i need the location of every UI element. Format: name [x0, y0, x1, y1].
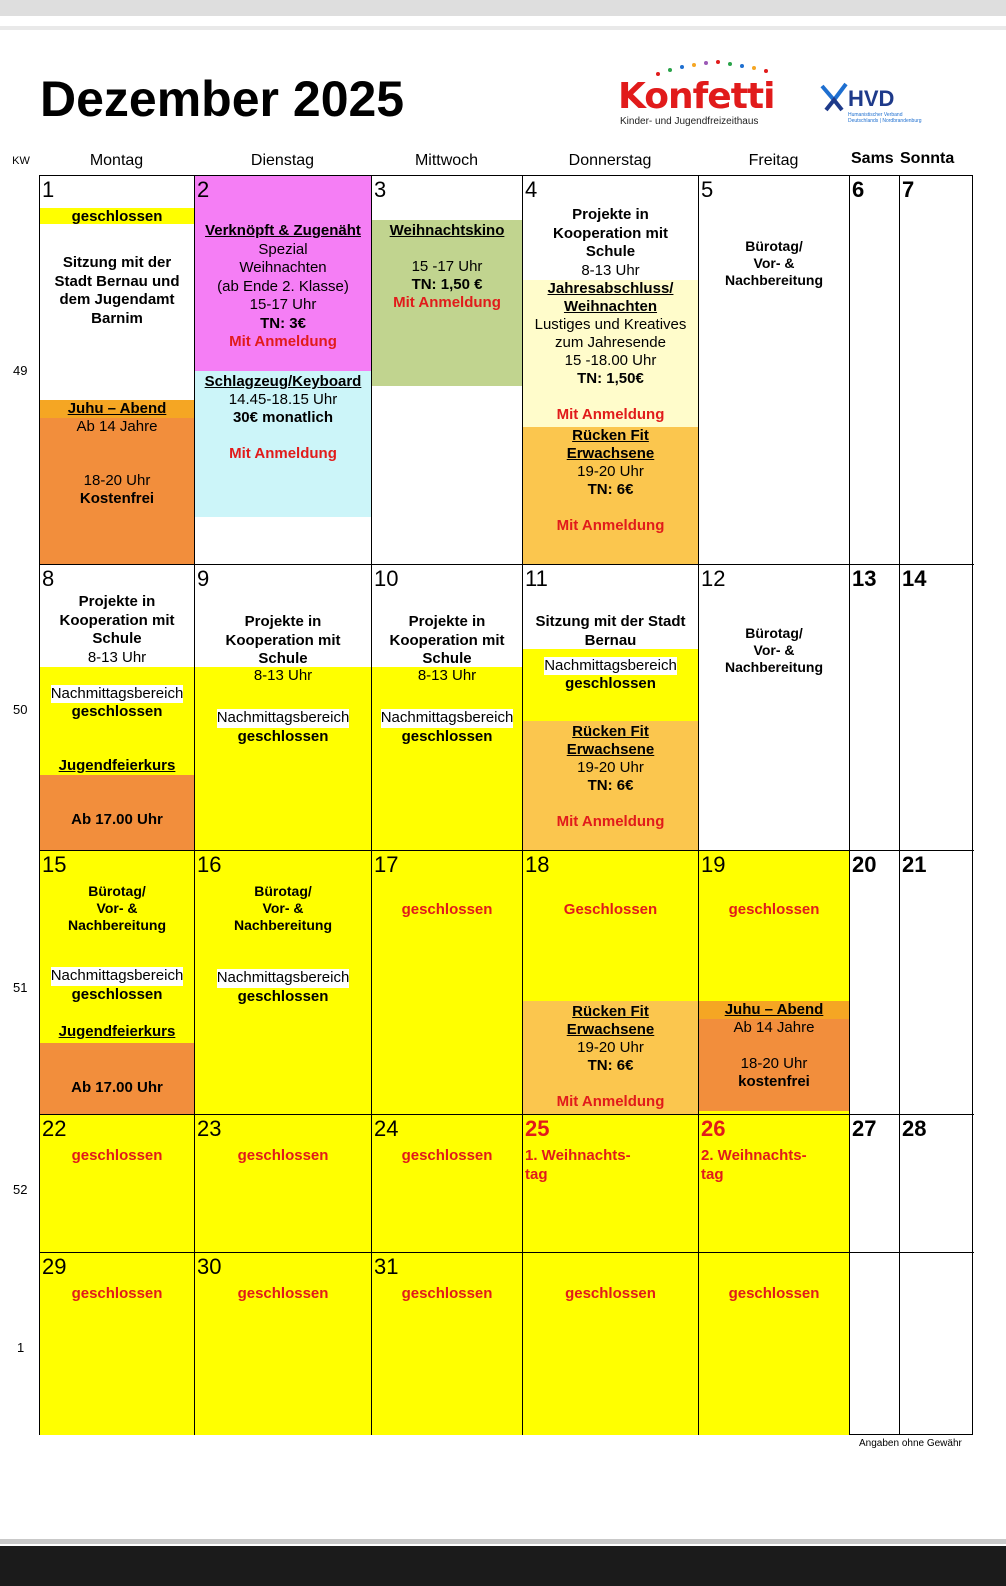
- day-cell-14: [900, 565, 974, 851]
- day-cell-4: [523, 176, 699, 565]
- event-projekte: Projekte in Kooperation mit Schule 8-13 Uhr: [59, 593, 175, 666]
- closed-label: geschlossen: [71, 1147, 163, 1164]
- day-number: 9: [197, 566, 210, 591]
- header-mittwoch: Mittwoch: [414, 152, 479, 169]
- day-cell-7: [900, 176, 974, 565]
- closed-label: geschlossen: [71, 1285, 163, 1302]
- event-jugendfeierkurs: Jugendfeierkurs Ab 17.00 Uhr: [40, 757, 194, 851]
- bottom-line: [0, 1539, 1006, 1544]
- day-cell-23: [195, 1115, 372, 1253]
- day-cell-20: [850, 851, 900, 1115]
- event-projekte: Projekte in Kooperation mit Schule: [372, 565, 522, 667]
- day-cell-5: [699, 176, 850, 565]
- kw-number: 50: [13, 702, 28, 717]
- day-number: 15: [42, 852, 67, 877]
- event-nachmittag-closed: Nachmittagsbereich geschlossen: [380, 709, 514, 745]
- event-nachmittag-closed: Nachmittagsbereich geschlossen: [50, 967, 184, 1003]
- day-number: 13: [852, 566, 877, 591]
- kw-number: 51: [13, 980, 28, 995]
- header-samstag: Sams: [851, 150, 894, 167]
- day-cell-jan-3: [850, 1253, 900, 1435]
- event-jugendfeierkurs: Jugendfeierkurs: [58, 1023, 176, 1040]
- day-cell-21: [900, 851, 974, 1115]
- event-projekte: Projekte in Kooperation mit Schule: [195, 565, 371, 667]
- day-cell-2: [195, 176, 372, 565]
- event-sitzung: Sitzung mit der Stadt Bernau: [535, 613, 686, 649]
- event-ruecken-fit: Rücken Fit Erwachsene 19-20 Uhr TN: 6€ Mit Anmeldung: [523, 721, 698, 851]
- day-number: 4: [525, 177, 538, 202]
- day-cell-31: [372, 1253, 523, 1435]
- page-title: Dezember 2025: [40, 71, 405, 127]
- hvd-logo-subtitle-1: Humanistischer Verband: [848, 112, 903, 118]
- day-cell-17: [372, 851, 523, 1115]
- day-cell-11: [523, 565, 699, 851]
- header-dienstag: Dienstag: [250, 152, 315, 169]
- day-cell-30: [195, 1253, 372, 1435]
- day-cell-6: [850, 176, 900, 565]
- day-number: 8: [42, 566, 55, 591]
- closed-label: geschlossen: [71, 208, 163, 225]
- day-number: 19: [701, 852, 726, 877]
- day-cell-28: [900, 1115, 974, 1253]
- day-cell-19: [699, 851, 850, 1115]
- day-number: 2: [197, 177, 210, 202]
- day-number: 27: [852, 1116, 877, 1141]
- day-cell-26: [699, 1115, 850, 1253]
- day-cell-22: [40, 1115, 195, 1253]
- day-number: 18: [525, 852, 550, 877]
- konfetti-logo: [618, 58, 794, 128]
- day-number: 29: [42, 1254, 67, 1279]
- day-cell-18: [523, 851, 699, 1115]
- day-number: 3: [374, 177, 387, 202]
- konfetti-logo-subtitle: Kinder- und Jugendfreizeithaus: [620, 116, 759, 127]
- day-cell-24: [372, 1115, 523, 1253]
- closed-label: geschlossen: [237, 1285, 329, 1302]
- day-number: 11: [525, 566, 548, 591]
- day-number: 28: [902, 1116, 927, 1141]
- event-nachmittag-closed: Nachmittagsbereich geschlossen: [216, 709, 350, 745]
- day-number: 20: [852, 852, 877, 877]
- event-schlagzeug: Schlagzeug/Keyboard 14.45-18.15 Uhr 30€ monatlich Mit Anmeldung: [195, 371, 371, 517]
- konfetti-logo-text: Konfetti: [618, 76, 775, 117]
- day-number: 26: [701, 1116, 726, 1141]
- top-line: [0, 26, 1006, 30]
- kw-number: 49: [13, 363, 28, 378]
- day-cell-9: Projekte in Kooperation mit Schule 8-13 Uhr Nachmittagsbereich geschlossen 9: [195, 565, 372, 851]
- day-number: 21: [902, 852, 927, 877]
- day-cell-16: [195, 851, 372, 1115]
- event-jahresabschluss: Jahresabschluss/ Weihnachten Lustiges und Kreatives zum Jahresende 15 -18.00 Uhr TN: 1,50€ Mit Anmeldung: [523, 280, 698, 427]
- day-number: 10: [374, 566, 399, 591]
- day-number: 7: [902, 177, 915, 202]
- event-nachmittag-closed: Nachmittagsbereich geschlossen: [216, 969, 350, 1005]
- event-buerotag: Bürotag/ Vor- & Nachbereitung: [233, 883, 332, 933]
- event-buerotag: Bürotag/ Vor- & Nachbereitung: [724, 238, 823, 288]
- day-number: 17: [374, 852, 399, 877]
- header-donnerstag: Donnerstag: [568, 152, 652, 169]
- day-number: 24: [374, 1116, 399, 1141]
- event-projekte: Projekte in Kooperation mit Schule 8-13 Uhr: [553, 206, 668, 279]
- day-cell-12: [699, 565, 850, 851]
- day-cell-27: [850, 1115, 900, 1253]
- day-cell-15: Bürotag/ Vor- & Nachbereitung Nachmittagsbereich geschlossen Jugendfeierkurs Ab 17.00 Uhr 15: [40, 851, 195, 1115]
- kw-number: 1: [17, 1340, 25, 1355]
- event-buerotag: Bürotag/ Vor- & Nachbereitung: [724, 625, 823, 675]
- day-number: 6: [852, 177, 865, 202]
- closed-label: geschlossen: [728, 1285, 820, 1302]
- event-juhu-abend: Juhu – Abend Ab 14 Jahre 18-20 Uhr Kostenfrei: [40, 400, 194, 565]
- closed-label: geschlossen: [401, 901, 493, 918]
- event-ruecken-fit: Rücken Fit Erwachsene 19-20 Uhr TN: 6€ Mit Anmeldung: [523, 427, 698, 565]
- closed-label: geschlossen: [401, 1285, 493, 1302]
- header-freitag: Freitag: [748, 152, 799, 169]
- header-sonntag: Sonnta: [900, 150, 955, 167]
- disclaimer: Angaben ohne Gewähr: [859, 1438, 962, 1449]
- calendar-grid: [39, 175, 973, 1435]
- closed-label: Geschlossen: [563, 901, 658, 918]
- closed-label: geschlossen: [565, 1285, 656, 1302]
- day-number: 31: [374, 1254, 399, 1279]
- day-cell-29: [40, 1253, 195, 1435]
- day-cell-13: [850, 565, 900, 851]
- hvd-figure-icon: [820, 82, 848, 112]
- top-bar: [0, 0, 1006, 16]
- kw-number: 52: [13, 1182, 28, 1197]
- closed-label: geschlossen: [401, 1147, 493, 1164]
- day-number: 14: [902, 566, 927, 591]
- day-number: 25: [525, 1116, 550, 1141]
- event-juhu-abend: Juhu – Abend Ab 14 Jahre 18-20 Uhr kostenfrei: [699, 1001, 849, 1111]
- bottom-bar: [0, 1546, 1006, 1586]
- hvd-logo: [820, 76, 960, 126]
- day-number: 23: [197, 1116, 222, 1141]
- event-weihnachtskino: Weihnachtskino 15 -17 Uhr TN: 1,50 € Mit Anmeldung: [372, 220, 522, 386]
- event-buerotag: Bürotag/ Vor- & Nachbereitung: [67, 883, 166, 933]
- closed-label: geschlossen: [237, 1147, 329, 1164]
- holiday-label: 1. Weihnachts- tag: [525, 1147, 631, 1183]
- header-montag: Montag: [89, 152, 144, 169]
- day-cell-25: [523, 1115, 699, 1253]
- day-number: 12: [701, 566, 726, 591]
- kw-header: KW: [12, 155, 30, 167]
- day-number: 1: [42, 177, 55, 202]
- event-verknoepft: Verknöpft & Zugenäht Spezial Weihnachten (ab Ende 2. Klasse) 15-17 Uhr TN: 3€ Mit Anmeldung: [205, 222, 361, 350]
- day-cell-jan-4: [900, 1253, 974, 1435]
- hvd-logo-subtitle-2: Deutschlands | Nordbrandenburg: [848, 118, 922, 124]
- event-sitzung: Sitzung mit der Stadt Bernau und dem Jugendamt Barnim: [54, 254, 180, 327]
- holiday-label: 2. Weihnachts- tag: [701, 1147, 807, 1183]
- day-cell-10: Projekte in Kooperation mit Schule 8-13 Uhr Nachmittagsbereich geschlossen 10: [372, 565, 523, 851]
- event-nachmittag-closed: Nachmittagsbereich geschlossen: [40, 667, 194, 757]
- day-cell-3: [372, 176, 523, 565]
- day-number: 30: [197, 1254, 222, 1279]
- day-cell-jan-1: [523, 1253, 699, 1435]
- day-number: 16: [197, 852, 222, 877]
- day-number: 22: [42, 1116, 67, 1141]
- event-nachmittag-closed: Nachmittagsbereich geschlossen: [523, 649, 698, 721]
- day-cell-8: [40, 565, 195, 851]
- day-cell-1: [40, 176, 195, 565]
- closed-label: geschlossen: [728, 901, 820, 918]
- day-cell-jan-2: [699, 1253, 850, 1435]
- hvd-logo-text: HVD: [848, 86, 895, 111]
- event-ruecken-fit: Rücken Fit Erwachsene 19-20 Uhr TN: 6€ Mit Anmeldung: [523, 1001, 698, 1115]
- day-number: 5: [701, 177, 714, 202]
